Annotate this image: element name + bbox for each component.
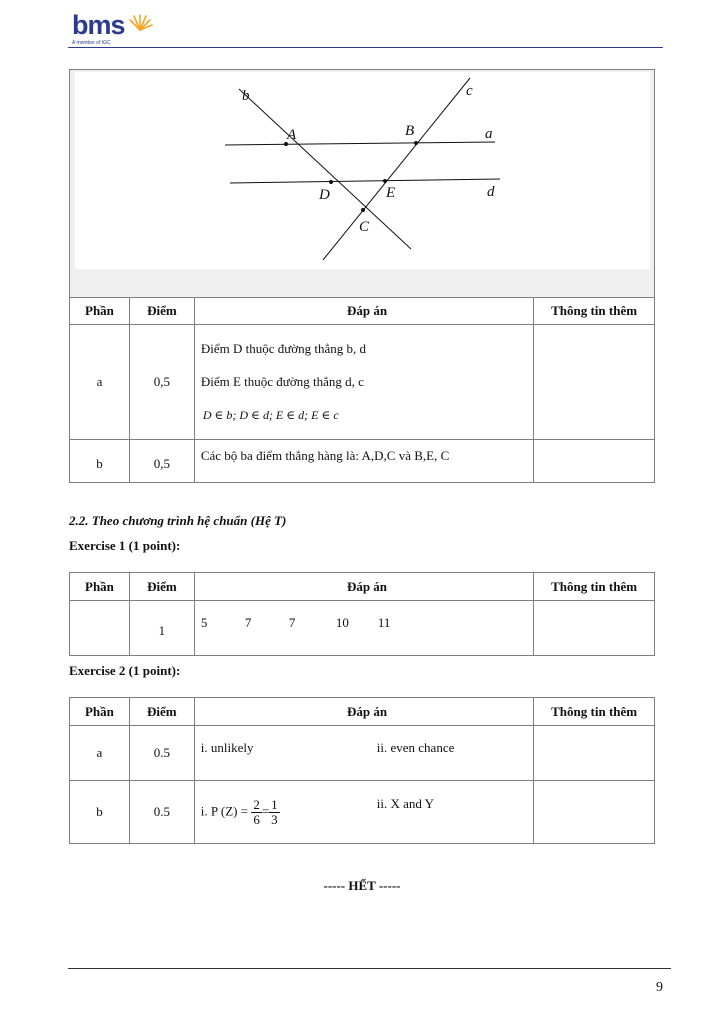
answer-i: i. unlikely: [200, 740, 254, 755]
info-cell: [534, 781, 655, 844]
label-B: B: [405, 123, 415, 139]
sun-icon: [127, 12, 153, 34]
label-line-d: d: [487, 184, 495, 200]
header-part: Phần: [70, 698, 130, 726]
header-info: Thông tin thêm: [534, 298, 655, 325]
end-marker: ----- HẾT -----: [323, 878, 401, 893]
exercise-1-title: Exercise 1 (1 point):: [69, 538, 181, 553]
label-line-b: b: [242, 88, 250, 104]
line-d: [230, 179, 500, 183]
table-row: [70, 601, 655, 656]
page-header: [0, 0, 724, 52]
label-E: E: [386, 185, 396, 201]
figure-cell: [70, 70, 655, 298]
info-cell: [534, 601, 655, 656]
header-answer: Đáp án: [194, 573, 533, 601]
answer-ii: ii. X and Y: [376, 796, 435, 811]
exercise-1-table: [69, 572, 655, 656]
answer-values: [201, 615, 533, 631]
answer-math-line: D ∈ b; D ∈ d; E ∈ d; E ∈ c: [202, 408, 339, 422]
part-cell: b: [70, 781, 130, 844]
point-E: [383, 179, 387, 183]
answer-ii: ii. even chance: [376, 740, 455, 755]
label-line-a: a: [485, 126, 493, 142]
answer-cell: [194, 726, 533, 781]
lines-diagram: [75, 72, 650, 269]
line-b: [239, 89, 411, 249]
logo-tagline: A member of IGC: [72, 40, 111, 46]
part-cell: b: [70, 440, 130, 483]
answer-value: 5: [200, 615, 208, 630]
header-score: Điểm: [129, 698, 194, 726]
header-row: [70, 298, 655, 325]
label-line-c: c: [466, 83, 473, 99]
header-row: [70, 698, 655, 726]
table-row: [70, 440, 655, 483]
fraction-denominator: 3: [271, 811, 278, 827]
answer-value: 11: [377, 615, 391, 630]
label-A: A: [287, 127, 297, 143]
exercise-2-title: Exercise 2 (1 point):: [69, 663, 181, 678]
header-part: Phần: [70, 573, 130, 601]
table-row: [70, 325, 655, 440]
line-a: [225, 142, 495, 145]
header-score: Điểm: [129, 298, 194, 325]
answer-cell: Các bộ ba điểm thẳng hàng là: A,D,C và B,E, C: [194, 440, 533, 483]
answer-line: Điểm D thuộc đường thẳng b, d: [200, 341, 367, 356]
answer-cell: [194, 601, 533, 656]
section-title: 2.2. Theo chương trình hệ chuẩn (Hệ T): [69, 513, 287, 528]
header-answer: Đáp án: [194, 698, 533, 726]
header-score: Điểm: [129, 573, 194, 601]
part-cell: [70, 601, 130, 656]
score-cell: 0.5: [129, 781, 194, 844]
figure-row: [70, 70, 655, 298]
header-part: Phần: [70, 298, 130, 325]
score-cell: 0,5: [129, 440, 194, 483]
logo-text: bms: [72, 10, 125, 40]
line-c: [323, 78, 470, 260]
score-cell: 0,5: [129, 325, 194, 440]
answer-i: [201, 798, 377, 827]
fraction-2-6: [251, 798, 262, 827]
bms-logo: [72, 10, 162, 50]
label-D: D: [319, 187, 330, 203]
info-cell: [534, 726, 655, 781]
header-rule: [68, 47, 663, 48]
table-row: [70, 781, 655, 844]
score-cell: 0.5: [129, 726, 194, 781]
geometry-figure: [75, 72, 650, 269]
equals-sign: =: [261, 802, 270, 818]
point-B: [414, 141, 418, 145]
fraction-denominator: 6: [253, 811, 260, 827]
answer-value: 7: [288, 615, 296, 630]
score-cell: 1: [129, 601, 194, 656]
exercise-2-table: [69, 697, 655, 844]
fraction-1-3: [269, 798, 280, 827]
header-info: Thông tin thêm: [534, 698, 655, 726]
header-info: Thông tin thêm: [534, 573, 655, 601]
answer-cell: [194, 781, 533, 844]
fraction-numerator: 1: [271, 796, 278, 812]
footer-rule: [68, 968, 671, 969]
page-number: 9: [656, 980, 663, 995]
info-cell: [534, 440, 655, 483]
part-cell: a: [70, 325, 130, 440]
part-cell: a: [70, 726, 130, 781]
answer-value: 10: [335, 615, 349, 630]
answer-line: Điểm E thuộc đường thẳng d, c: [200, 374, 364, 389]
answer-table-1: [69, 69, 655, 483]
point-D: [329, 180, 333, 184]
fraction-numerator: 2: [253, 796, 260, 812]
point-C: [361, 208, 365, 212]
label-C: C: [359, 219, 370, 235]
info-cell: [534, 325, 655, 440]
header-answer: Đáp án: [194, 298, 533, 325]
answer-i-prefix: i. P (Z) =: [200, 802, 249, 818]
answer-value: 7: [244, 615, 252, 630]
header-row: [70, 573, 655, 601]
answer-cell: [194, 325, 533, 440]
table-row: [70, 726, 655, 781]
